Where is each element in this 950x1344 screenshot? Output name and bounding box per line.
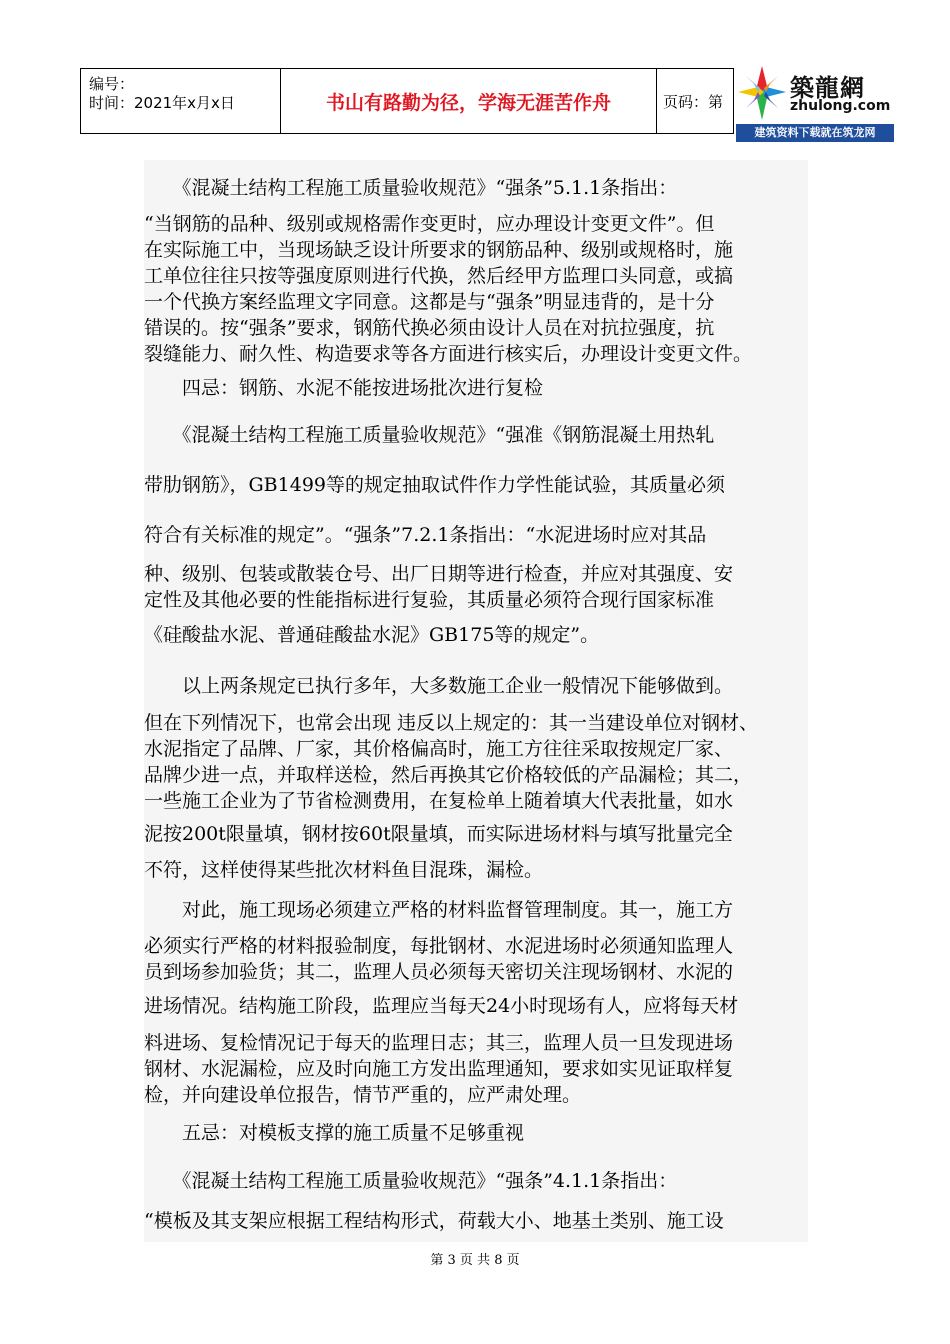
text-line: 料进场、复检情况记于每天的监理日志；其三，监理人员一旦发现进场 — [144, 1032, 734, 1054]
text-line: 《硅酸盐水泥、普通硅酸盐水泥》GB175等的规定”。 — [144, 624, 600, 646]
text-line: 符合有关标准的规定”。“强条”7.2.1条指出：“水泥进场时应对其品 — [144, 524, 707, 546]
logo-domain: zhulong.com — [790, 98, 891, 114]
text-line: 必须实行严格的材料报验制度，每批钢材、水泥进场时必须通知监理人 — [144, 935, 734, 957]
zhulong-logo — [736, 64, 894, 144]
text-line: 以上两条规定已执行多年，大多数施工企业一般情况下能够做到。 — [144, 675, 734, 697]
logo-name: 築龍網 — [790, 74, 865, 102]
text-line: 一些施工企业为了节省检测费用，在复检单上随着填大代表批量，如水 — [144, 790, 734, 812]
motto-text: 书山有路勤为径，学海无涯苦作舟 — [325, 91, 611, 114]
text-line: 钢材、水泥漏检，应及时向施工方发出监理通知，要求如实见证取样复 — [144, 1058, 734, 1080]
text-line: 《混凝土结构工程施工质量验收规范》“强条”5.1.1条指出： — [144, 177, 678, 199]
logo-slogan: 建筑资料下载就在筑龙网 — [736, 124, 894, 142]
header-info-cell — [81, 69, 281, 133]
text-line: 一个代换方案经监理文字同意。这都是与“强条”明显违背的，是十分 — [144, 291, 715, 313]
text-line: 对此，施工现场必须建立严格的材料监督管理制度。其一，施工方 — [144, 899, 734, 921]
text-line: 种、级别、包装或散装仓号、出厂日期等进行检查，并应对其强度、安 — [144, 563, 734, 585]
number-label: 编号： — [89, 75, 135, 93]
page-label: 页码：第 — [663, 92, 724, 111]
text-line: 裂缝能力、耐久性、构造要求等各方面进行核实后，办理设计变更文件。 — [144, 343, 753, 365]
text-line: “当钢筋的品种、级别或规格需作变更时，应办理设计变更文件”。但 — [144, 213, 715, 235]
motto-cell — [281, 69, 657, 133]
text-line: 水泥指定了品牌、厂家，其价格偏高时，施工方往往采取按规定厂家、 — [144, 738, 734, 760]
compass-star-icon — [736, 64, 788, 122]
text-line: 员到场参加验货；其二，监理人员必须每天密切关注现场钢材、水泥的 — [144, 961, 734, 983]
text-line: 品牌少进一点，并取样送检，然后再换其它价格较低的产品漏检；其二， — [144, 764, 753, 786]
text-line: 但在下列情况下，也常会出现 违反以上规定的：其一当建设单位对钢材、 — [144, 712, 759, 734]
text-line: 《混凝土结构工程施工质量验收规范》“强准《钢筋混凝土用热轧 — [144, 424, 715, 446]
page-header — [80, 68, 734, 134]
time-label: 时间：2021年x月x日 — [89, 94, 235, 112]
text-line: 定性及其他必要的性能指标进行复验，其质量必须符合现行国家标准 — [144, 589, 715, 611]
text-line: “模板及其支架应根据工程结构形式，荷载大小、地基土类别、施工设 — [144, 1210, 724, 1232]
text-line: 带肋钢筋》，GB1499等的规定抽取试件作力学性能试验，其质量必须 — [144, 474, 725, 496]
section-heading: 五忌：对模板支撑的施工质量不足够重视 — [144, 1122, 525, 1144]
text-line: 检，并向建设单位报告，情节严重的，应严肃处理。 — [144, 1084, 582, 1106]
text-line: 泥按200t限量填，钢材按60t限量填，而实际进场材料与填写批量完全 — [144, 823, 733, 845]
section-heading: 四忌：钢筋、水泥不能按进场批次进行复检 — [144, 377, 544, 399]
page-footer: 第 3 页 共 8 页 — [430, 1253, 520, 1268]
text-line: 《混凝土结构工程施工质量验收规范》“强条”4.1.1条指出： — [144, 1170, 678, 1192]
text-line: 错误的。按“强条”要求，钢筋代换必须由设计人员在对抗拉强度，抗 — [144, 317, 715, 339]
text-line: 不符，这样使得某些批次材料鱼目混珠，漏检。 — [144, 859, 544, 881]
text-line: 工单位往往只按等强度原则进行代换，然后经甲方监理口头同意，或搞 — [144, 265, 734, 287]
text-line: 进场情况。结构施工阶段，监理应当每天24小时现场有人，应将每天材 — [144, 995, 739, 1017]
text-line: 在实际施工中，当现场缺乏设计所要求的钢筋品种、级别或规格时，施 — [144, 239, 734, 261]
page-number-cell — [657, 69, 733, 133]
